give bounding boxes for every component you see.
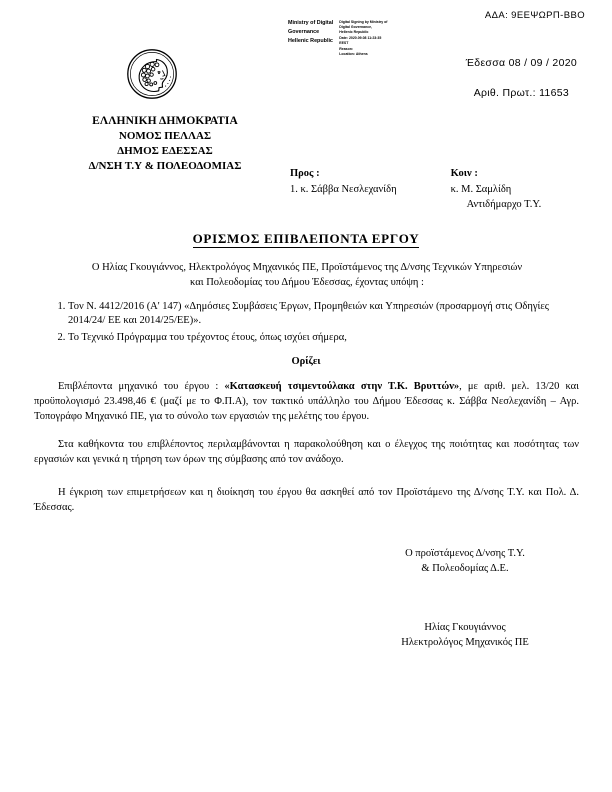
signature-detail-line-1: Digital Signing by Ministry of bbox=[339, 19, 388, 24]
recipient-to-label: Προς : bbox=[290, 168, 320, 179]
protocol-number: Αριθ. Πρωτ.: 11653 bbox=[473, 87, 569, 99]
recipient-cc-column bbox=[451, 167, 542, 213]
recipient-to-column bbox=[290, 167, 397, 213]
considerations-list bbox=[34, 300, 582, 347]
issuing-authority-header bbox=[40, 114, 290, 173]
intro-line-2: και Πολεοδομίας του Δήμου Έδεσσας, έχοντας υπόψη : bbox=[190, 276, 424, 288]
recipient-cc-line-1: κ. Μ. Σαμλίδη bbox=[450, 183, 512, 195]
signature-detail-line-3: Hellenic Republic bbox=[339, 30, 369, 35]
consideration-item-2: 2. Το Τεχνικό Πρόγραμμα του τρέχοντος έτους, όπως ισχύει σήμερα, bbox=[68, 331, 582, 345]
ada-registration-code: ΑΔΑ: 9ΕΕΨΩΡΠ-ΒΒΟ bbox=[484, 10, 585, 21]
signature-authority-line-1: Ministry of Digital bbox=[288, 20, 334, 26]
page-title bbox=[0, 231, 612, 247]
issuer-line-department: Δ/ΝΣΗ Τ.Υ & ΠΟΛΕΟΔΟΜΙΑΣ bbox=[88, 159, 242, 172]
issuer-line-prefecture: ΝΟΜΟΣ ΠΕΛΛΑΣ bbox=[118, 130, 212, 143]
recipients-block bbox=[290, 167, 600, 213]
recipient-cc-label: Κοιν : bbox=[450, 168, 478, 179]
signatory-title-block bbox=[330, 546, 600, 576]
body-paragraph-duties: Στα καθήκοντα του επιβλέποντος περιλαμβάνονται η παρακολούθηση και ο έλεγχος της ποιότητας και ποσότητας των εργασιών και γενικά η τήρηση των όρων της σύμβασης από τον ανάδοχο. bbox=[34, 439, 579, 466]
signatory-title-line-2: & Πολεοδομίας Δ.Ε. bbox=[421, 563, 509, 575]
recipient-cc-line-2: Αντιδήμαρχο Τ.Υ. bbox=[466, 198, 542, 210]
signature-detail-line-6: Reason: bbox=[339, 46, 354, 51]
issue-date: Έδεσσα 08 / 09 / 2020 bbox=[465, 57, 577, 69]
signatory-title-line-1: Ο προϊστάμενος Δ/νσης Τ.Υ. bbox=[405, 548, 525, 559]
signatory-role: Ηλεκτρολόγος Μηχανικός ΠΕ bbox=[401, 637, 529, 649]
signature-authority-line-2: Governance bbox=[288, 28, 320, 35]
decides-heading: Ορίζει bbox=[291, 356, 321, 367]
page-title-text: ΟΡΙΣΜΟΣ ΕΠΙΒΛΕΠΟΝΤΑ ΕΡΓΟΥ bbox=[192, 231, 420, 246]
intro-line-1: Ο Ηλίας Γκουγιάννος, Ηλεκτρολόγος Μηχανικός ΠΕ, Προϊστάμενος της Δ/νσης Τεχνικών Υπηρεσιών bbox=[91, 262, 523, 273]
issuer-line-republic: ΕΛΛΗΝΙΚΗ ΔΗΜΟΚΡΑΤΙΑ bbox=[92, 115, 238, 127]
digital-signature-stamp bbox=[288, 19, 387, 57]
intro-paragraph bbox=[62, 261, 552, 291]
signature-detail-block bbox=[339, 19, 387, 57]
signatory-name-block bbox=[330, 620, 600, 650]
appointment-text-after: , με αριθ. μελ. 13/20 και προϋπολογισμό 23.498,46 € (μαζί με το Φ.Π.Α), τον τακτικό υπάλληλο του Δήμου Έδεσσας κ. Σάββα Νεσλεχανίδη – Αγρ. Τοπογράφο Μηχανικό ΠΕ, για το σύνολο των εργασιών της μελέτης του έργου. bbox=[34, 381, 579, 423]
signature-authority-block bbox=[288, 19, 333, 45]
consideration-item-1: 1. Τον Ν. 4412/2016 (Α' 147) «Δημόσιες Συμβάσεις Έργων, Προμηθειών και Υπηρεσιών (προσαρμογή στις Οδηγίες 2014/24/ ΕΕ και 2014/25/ΕΕ)». bbox=[68, 300, 582, 329]
issuer-line-municipality: ΔΗΜΟΣ ΕΔΕΣΣΑΣ bbox=[117, 144, 213, 157]
signature-detail-line-7: Location: Athens bbox=[339, 52, 368, 57]
project-title-text: «Κατασκευή τσιμεντούλακα στην Τ.Κ. Βρυττών» bbox=[224, 381, 460, 392]
body-paragraph-approval: Η έγκριση των επιμετρήσεων και η διοίκηση του έργου θα ασκηθεί από τον Προϊστάμενο της Δ/νσης Τ.Υ. και Πολ. Δ. Έδεσσας. bbox=[34, 487, 579, 514]
recipient-to-line-1: 1. κ. Σάββα Νεσλεχανίδη bbox=[290, 183, 397, 195]
signature-detail-line-5: EEST bbox=[339, 41, 349, 46]
appointment-text-before: Επιβλέποντα μηχανικό του έργου : bbox=[58, 381, 225, 392]
signature-detail-line-2: Digital Governance, bbox=[339, 24, 373, 29]
signature-detail-line-4: Date: 2020.09.08 11:23:35 bbox=[339, 35, 382, 40]
body-paragraph-appointment bbox=[34, 379, 579, 424]
signatory-name: Ηλίας Γκουγιάννος bbox=[424, 622, 506, 633]
signature-authority-line-3: Hellenic Republic bbox=[288, 37, 333, 44]
